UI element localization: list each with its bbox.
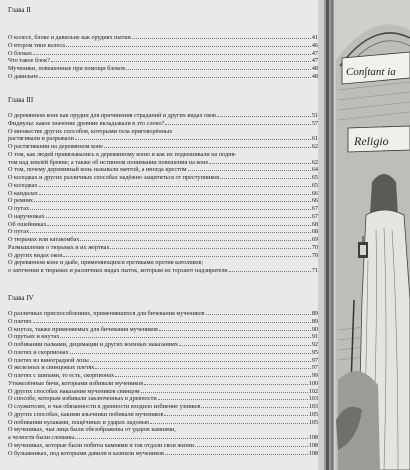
toc-leader-dots [39,186,311,187]
toc-leader-dots [158,399,308,400]
toc-entry [8,50,318,57]
toc-entry [8,403,318,410]
toc-leader-dots [66,46,311,47]
toc-page-number: 65 [311,174,318,181]
toc-entry [8,128,318,135]
toc-page-number: 95 [311,348,318,356]
banner-religio [348,126,410,152]
toc-entry-title: О мучениках, чьи лица были обезображены от ударов камнями, [8,426,176,434]
toc-entry [8,364,318,371]
toc-entry [8,143,318,150]
toc-entry [8,135,318,142]
toc-leader-dots [90,361,311,362]
toc-entry-title: О кандалах [8,189,38,197]
toc-page-number: 102 [308,387,318,395]
toc-entry-title: О плетях из виноградной лозы [8,356,89,364]
toc-leader-dots [46,217,311,218]
toc-entry-title: О плетях с шипами, то есть, скорпионах [8,372,115,379]
toc-entry [8,450,318,457]
toc-entry [8,213,318,220]
toc-leader-dots [229,271,311,272]
toc-entry-title: О растягивании на деревянном коне [8,143,103,150]
toc-page-number: 68 [311,228,318,236]
toc-page-number: 99 [311,372,318,379]
toc-page-number: 91 [311,333,318,341]
toc-entry-title: О ремнях [8,197,34,205]
toc-entry [8,419,318,426]
toc-entry-title: О том, почему деревянный конь называли мачтой, а иногда крестом [8,166,187,174]
toc-entry [8,34,318,41]
toc-entry [8,221,318,228]
toc-entry-title: О других способах наказания мучеников свинцом [8,387,140,395]
toc-entry-title: О втором типе колеса [8,41,65,49]
toc-leader-dots [80,240,310,241]
toc-entry-title: том над землёй бревне; а также об истинном понимании повешения на коне [8,158,209,166]
toc-leader-dots [220,178,311,179]
toc-leader-dots [70,353,311,354]
toc-leader-dots [132,38,311,39]
toc-entry-title: растягивали и разрывали [8,135,74,143]
toc-leader-dots [141,392,308,393]
toc-entry [8,236,318,243]
toc-leader-dots [51,61,311,62]
toc-page-number: 47 [311,57,318,65]
toc-page-number: 108 [308,449,318,457]
toc-entry [8,57,318,64]
toc-entry-title: О тюрьмах или катакомбах [8,236,80,243]
toc-leader-dots [115,376,311,377]
toc-page-number: 69 [311,236,318,243]
toc-page-number: 65 [311,181,318,189]
toc-page-number: 67 [311,205,318,212]
toc-page-number: 108 [308,434,318,441]
chapter-heading: Глава IV [8,294,34,302]
toc-entry [8,252,318,259]
toc-page-number: 100 [308,379,318,387]
toc-entry-title: О давильне [8,72,39,80]
toc-entry [8,182,318,189]
toc-entry [8,349,318,356]
toc-entry [8,267,318,274]
toc-leader-dots [179,345,311,346]
toc-page-number: 64 [311,166,318,174]
toc-entry-title: О различных приспособлениях, применявшихся для бичевания мучеников [8,310,205,317]
toc-entry [8,326,318,333]
engraving-illustration [318,0,410,470]
toc-page-number: 66 [311,197,318,205]
toc-entry [8,318,318,325]
toc-entry [8,120,318,127]
toc-leader-dots [188,170,311,171]
toc-entry [8,159,318,166]
chapter-heading: Глава II [8,6,31,14]
toc-entry-title: О плетях [8,317,32,325]
toc-page-number: 71 [311,267,318,274]
toc-entry-title: О побивании кулаками, пощёчинах и ударах ладонью [8,418,150,426]
toc-entry-title: О наручниках [8,212,45,220]
toc-entry [8,372,318,379]
toc-entry [8,228,318,235]
chapter-heading: Глава III [8,96,34,104]
toc-entry-title: О том, как людей привязывались к деревянному коню и как их подвешивали на подня- [8,150,237,158]
toc-entry [8,205,318,212]
toc-entry-title: О кнутах, также применяемых для бичевания мучеников [8,325,158,333]
toc-entry-title: О других видах оков [8,251,63,259]
toc-leader-dots [33,54,311,55]
toc-entry-title: О путах [8,205,30,212]
toc-entry-title: О колесе, блоке и давильне как орудиях пытки [8,34,131,41]
toc-page-number: 103 [308,395,318,403]
toc-entry [8,65,318,72]
table-of-contents [4,0,318,470]
toc-entry-title: О других способах, какими язычники побивали мучеников [8,410,164,418]
toc-entry [8,380,318,387]
toc-entry-title: Мученики, повешенные при помощи блоков [8,65,126,72]
toc-page-number: 41 [311,34,318,41]
toc-entry [8,174,318,181]
toc-entry-title: О прутьях и кнутах [8,333,60,341]
toc-leader-dots [206,314,311,315]
toc-leader-dots [126,69,311,70]
toc-entry-title: О мучениках, которые были побиты камнями и так отдали свои жизни [8,441,195,449]
toc-entry [8,442,318,449]
toc-leader-dots [30,232,311,233]
toc-page-number: 70 [311,243,318,251]
toc-entry-title: О колодках и других различных способах надёжно защититься от преступников [8,174,220,181]
banner-mid-text: Religio [354,134,389,148]
toc-leader-dots [164,415,307,416]
toc-entry-title: О множестве других способов, которыми тела приговорённых [8,127,173,135]
toc-leader-dots [39,77,311,78]
toc-leader-dots [217,116,311,117]
toc-page-number: 66 [311,189,318,197]
toc-page-number: 51 [311,112,318,119]
toc-entry-title: О служителях, в чьи обязанности в древности входило избиение узников [8,403,201,410]
toc-page-number: 97 [311,364,318,372]
toc-leader-dots [75,139,311,140]
toc-entry-title: Об ошейниках [8,220,47,228]
toc-entry [8,310,318,317]
toc-entry-title: О колодках [8,181,38,189]
toc-leader-dots [165,454,308,455]
toc-entry-title: О плетях и скорпионах [8,348,69,356]
toc-entry [8,190,318,197]
toc-leader-dots [209,163,311,164]
toc-leader-dots [95,368,310,369]
toc-entry [8,426,318,433]
toc-entry-title: О блоках [8,49,32,57]
toc-page-number: 61 [311,135,318,143]
toc-entry-title: О способе, которым избивали заключенных в древности [8,395,157,403]
toc-entry-title: О деревянном коне как орудии для причинения страданий и других видах оков [8,112,216,119]
toc-entry [8,151,318,158]
toc-leader-dots [150,423,307,424]
toc-entry-title: О побивании палками, децимации и других военных наказаниях [8,341,179,348]
toc-entry [8,395,318,402]
toc-entry [8,244,318,251]
toc-leader-dots [201,407,307,408]
toc-entry [8,166,318,173]
toc-entry [8,112,318,119]
toc-entry-title: Что такое блок? [8,57,50,65]
toc-entry-title: о заточении в тюрьмах и различных видах пыток, которым их терзают надзиратели [8,267,228,274]
toc-page-number: 105 [308,410,318,418]
toc-entry [8,197,318,204]
toc-entry [8,434,318,441]
toc-page-number: 48 [311,65,318,72]
toc-leader-dots [34,201,311,202]
banner-constantia [342,52,410,84]
toc-page-number: 46 [311,41,318,49]
toc-entry-title: О булыжниках, под которыми давили и казнили мучеников [8,449,164,457]
toc-leader-dots [75,438,307,439]
toc-leader-dots [110,248,310,249]
toc-leader-dots [30,209,311,210]
toc-entry-title: О деревянном коне и дыбе, применяющихся еретиками против католиков; [8,259,204,267]
toc-leader-dots [165,124,310,125]
toc-page-number: 62 [311,143,318,150]
toc-leader-dots [159,330,311,331]
toc-page-number: 97 [311,356,318,364]
toc-entry-title: О путах [8,228,30,236]
toc-page-number: 62 [311,158,318,166]
toc-leader-dots [195,446,308,447]
toc-page-number: 68 [311,220,318,228]
toc-leader-dots [144,384,308,385]
toc-entry [8,42,318,49]
toc-page-number: 89 [311,310,318,317]
toc-page-number: 48 [311,72,318,80]
toc-page-number: 92 [311,341,318,348]
toc-page-number: 67 [311,212,318,220]
toc-leader-dots [39,194,311,195]
toc-page-number: 90 [311,325,318,333]
toc-entry [8,73,318,80]
toc-leader-dots [63,256,310,257]
toc-leader-dots [60,337,310,338]
toc-entry-title: О железных и свинцовых плетях [8,364,95,372]
toc-entry-title: а челюсти были сломаны [8,434,75,441]
toc-entry [8,357,318,364]
toc-entry-title: Размышление о тюрьмах и их жертвах [8,243,110,251]
toc-entry [8,411,318,418]
banner-top-text: Con∫tant ia [346,66,396,78]
toc-page-number: 108 [308,441,318,449]
toc-entry [8,341,318,348]
toc-entry [8,333,318,340]
toc-page-number: 47 [311,49,318,57]
toc-leader-dots [47,225,310,226]
toc-page-number: 105 [308,418,318,426]
toc-entry [8,259,318,266]
toc-entry-title: Утяжелённые бичи, которыми избивали мучеников [8,379,144,387]
toc-leader-dots [104,147,311,148]
toc-entry-title: Фидиулы: какое значение древние вкладывали в это слово? [8,119,165,127]
toc-leader-dots [33,322,311,323]
toc-page-number: 70 [311,251,318,259]
toc-page-number: 89 [311,317,318,325]
toc-page-number: 57 [311,119,318,127]
toc-entry [8,388,318,395]
toc-page-number: 103 [308,403,318,410]
